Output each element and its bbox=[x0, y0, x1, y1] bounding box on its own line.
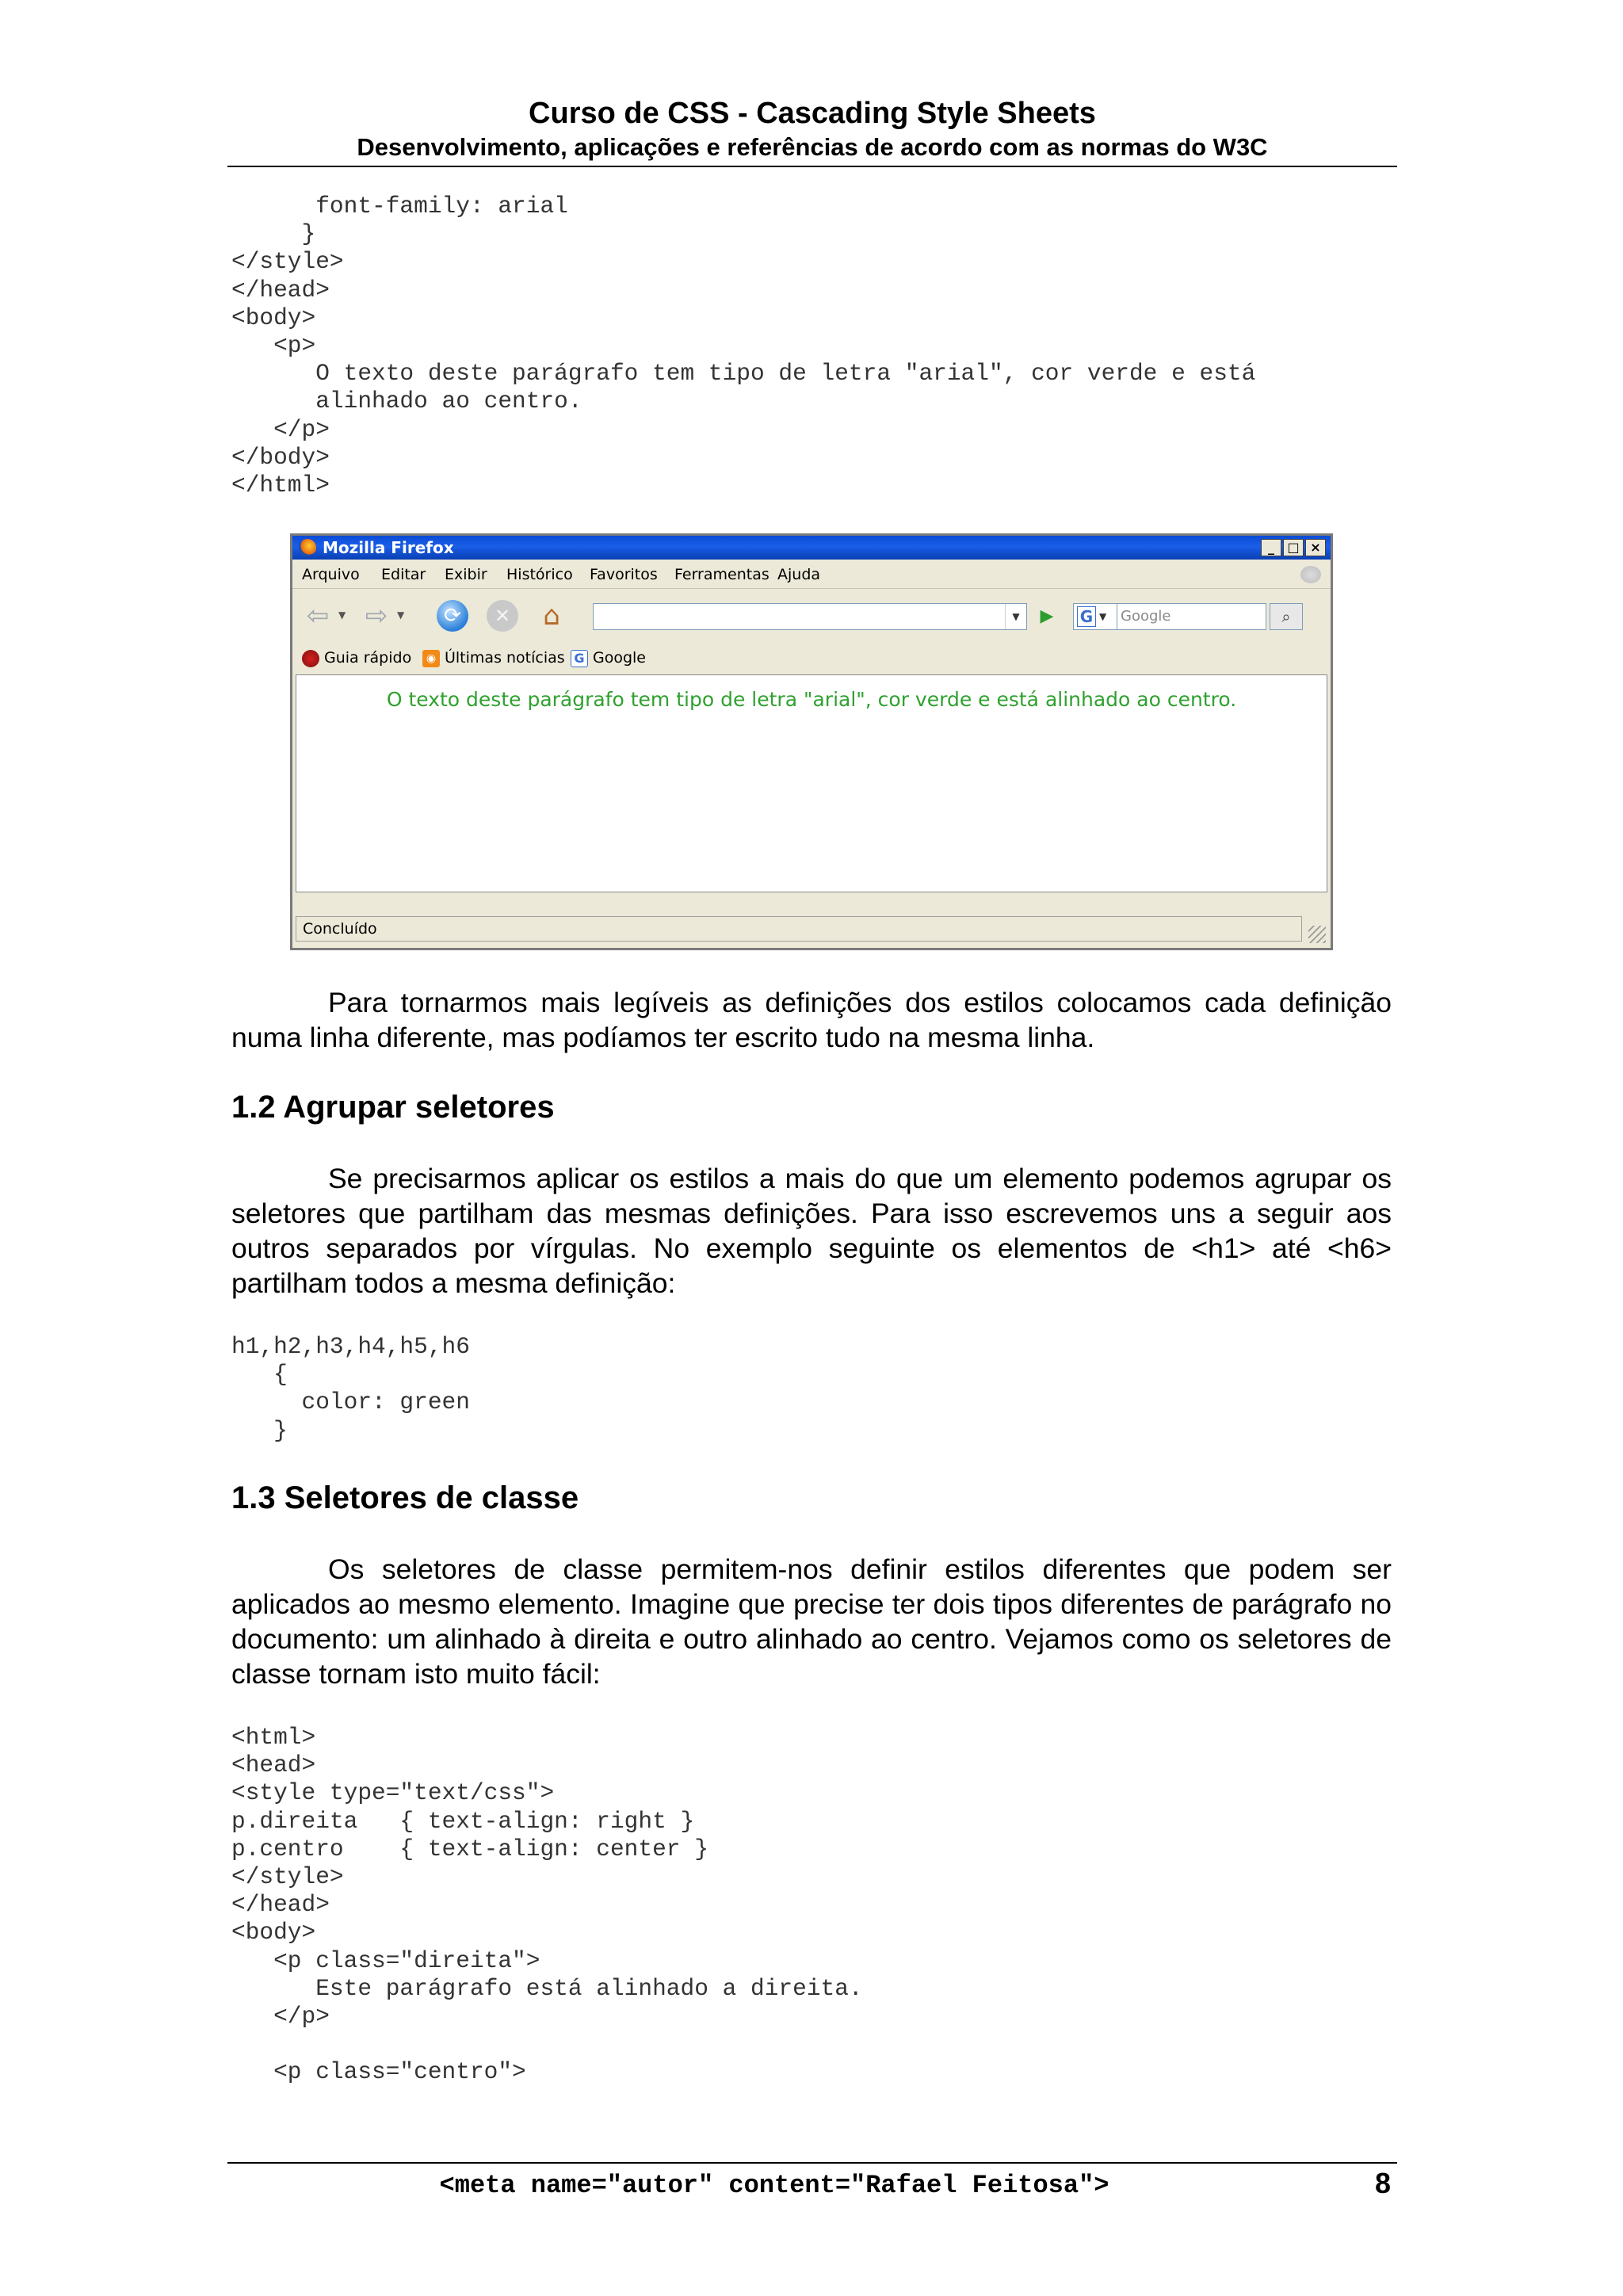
stop-icon[interactable]: ✕ bbox=[487, 600, 518, 632]
google-logo-icon: G bbox=[1077, 606, 1096, 627]
section-heading-1-2: 1.2 Agrupar seletores bbox=[231, 1090, 555, 1125]
back-history-dropdown-icon[interactable]: ▼ bbox=[338, 609, 346, 621]
bookmark-label: Últimas notícias bbox=[445, 649, 565, 667]
minimize-button[interactable]: _ bbox=[1261, 539, 1281, 556]
forward-arrow-icon[interactable]: ⇨ bbox=[365, 600, 388, 632]
menu-exibir[interactable]: Exibir bbox=[445, 566, 487, 583]
forward-history-dropdown-icon[interactable]: ▼ bbox=[397, 609, 405, 621]
paragraph-class-selectors: Os seletores de classe permitem-nos definir estilos diferentes que podem ser aplicados ao mesmo elemento. Imagine que precise ter dois tipos diferentes de parágrafo no documento: um alinhado à direita e outro alinhado ao centro. Vejamos como os seletores de classe tornam isto muito fácil: bbox=[231, 1553, 1392, 1690]
window-controls bbox=[1261, 539, 1326, 556]
browser-title: Mozilla Firefox bbox=[323, 538, 454, 557]
paragraph-grouping-selectors: Se precisarmos aplicar os estilos a mais do que um elemento podemos agrupar os seletores que partilham das mesmas definições. Para isso escrevemos uns a seguir aos outros separados por vírgulas. No exemplo seguinte os elementos de <h1> até <h6> partilham todos a mesma definição: bbox=[231, 1163, 1392, 1299]
back-arrow-icon[interactable]: ⇦ bbox=[306, 600, 330, 632]
menu-editar[interactable]: Editar bbox=[381, 566, 426, 583]
throbber-icon bbox=[1300, 566, 1321, 583]
guia-rapido-icon bbox=[302, 650, 319, 667]
google-icon: G bbox=[571, 650, 588, 667]
maximize-button[interactable]: □ bbox=[1283, 539, 1304, 556]
code-block-class-selectors: <html> <head> <style type="text/css"> p.direita { text-align: right } p.centro { text-align: center } </style> </head> <body> <p class="direita"> Este parágrafo está alinhado a direita. </p> <p class="centro"> bbox=[231, 1724, 863, 2086]
header-title: Curso de CSS - Cascading Style Sheets bbox=[529, 97, 1096, 130]
browser-content-area bbox=[296, 674, 1327, 892]
menu-ferramentas[interactable]: Ferramentas bbox=[674, 566, 769, 583]
bookmark-label: Guia rápido bbox=[324, 649, 412, 667]
search-engine-selector[interactable] bbox=[1073, 603, 1117, 630]
rss-icon: ◉ bbox=[422, 650, 440, 667]
reload-icon[interactable]: ⟳ bbox=[437, 600, 468, 632]
home-icon[interactable]: ⌂ bbox=[543, 600, 560, 632]
browser-menubar bbox=[292, 563, 1331, 586]
header-rule bbox=[227, 166, 1397, 167]
go-button-icon[interactable]: ▶ bbox=[1040, 606, 1054, 626]
page-number: 8 bbox=[1374, 2167, 1391, 2199]
url-dropdown-icon[interactable]: ▼ bbox=[1005, 604, 1026, 629]
menu-arquivo[interactable]: Arquivo bbox=[302, 566, 360, 583]
page-footer bbox=[227, 2164, 1397, 2203]
address-bar[interactable] bbox=[593, 603, 1027, 630]
section-heading-1-3: 1.3 Seletores de classe bbox=[231, 1480, 579, 1515]
menu-favoritos[interactable]: Favoritos bbox=[590, 566, 658, 583]
bookmark-ultimas-noticias[interactable] bbox=[422, 644, 565, 672]
search-icon[interactable]: ⌕ bbox=[1270, 603, 1303, 630]
browser-titlebar bbox=[292, 536, 1331, 560]
bookmark-label: Google bbox=[593, 649, 647, 667]
search-engine-dropdown-icon: ▼ bbox=[1099, 611, 1107, 622]
menu-historico[interactable]: Histórico bbox=[506, 566, 573, 583]
browser-navbar bbox=[292, 588, 1331, 641]
resize-grip-icon[interactable] bbox=[1308, 926, 1326, 943]
browser-screenshot bbox=[290, 533, 1333, 950]
menu-ajuda[interactable]: Ajuda bbox=[777, 566, 821, 583]
code-block-html-end: font-family: arial } </style> </head> <body> <p> O texto deste parágrafo tem tipo de letra "arial", cor verde e está alinhado ao centro. </p> </body> </html> bbox=[231, 193, 1256, 499]
firefox-logo-icon bbox=[299, 539, 316, 556]
bookmark-guia-rapido[interactable] bbox=[302, 644, 411, 672]
code-block-grouping: h1,h2,h3,h4,h5,h6 { color: green } bbox=[231, 1333, 470, 1444]
close-button[interactable]: × bbox=[1305, 539, 1326, 556]
bookmark-google[interactable] bbox=[571, 644, 646, 672]
status-bar: Concluído bbox=[296, 916, 1302, 942]
footer-author-meta: <meta name="autor" content="Rafael Feitosa"> bbox=[439, 2171, 1109, 2200]
rendered-paragraph: O texto deste parágrafo tem tipo de letra "arial", cor verde e está alinhado ao centro. bbox=[386, 688, 1237, 711]
search-input[interactable]: Google bbox=[1117, 603, 1266, 630]
paragraph-legibility: Para tornarmos mais legíveis as definições dos estilos colocamos cada definição numa linha diferente, mas podíamos ter escrito tudo na mesma linha. bbox=[231, 987, 1392, 1053]
header-subtitle: Desenvolvimento, aplicações e referências de acordo com as normas do W3C bbox=[357, 133, 1268, 161]
page-header bbox=[227, 95, 1397, 163]
bookmarks-toolbar bbox=[292, 644, 1331, 672]
